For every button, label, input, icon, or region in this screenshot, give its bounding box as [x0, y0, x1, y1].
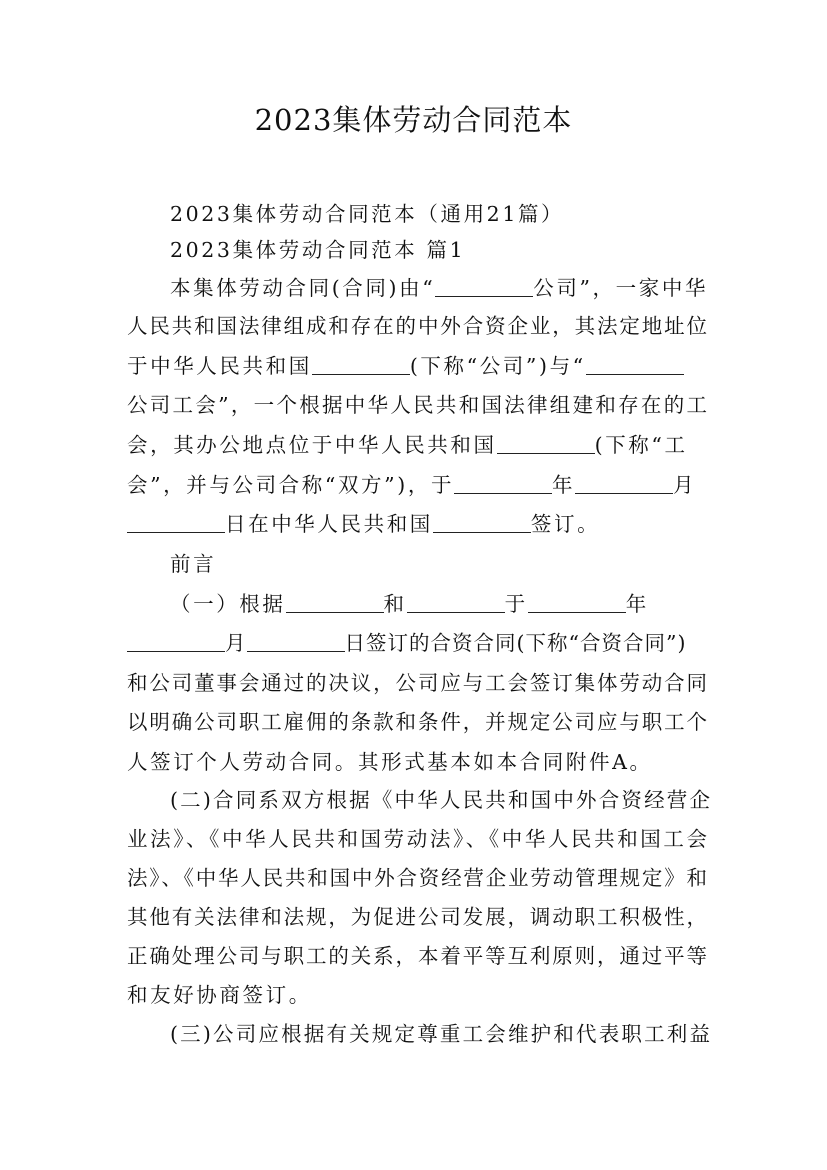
paragraph-line: 以明确公司职工雇佣的条款和条件，并规定公司应与职工个 [127, 710, 707, 734]
paragraph-line: 业法》、《中华人民共和国劳动法》、《中华人民共和国工会 [127, 827, 707, 851]
text-segment: 日在中华人民共和国 [225, 512, 433, 536]
paragraph-line [127, 506, 707, 542]
paragraph-line: 其他有关法律和法规，为促进公司发展，调动职工积极性， [127, 905, 707, 929]
document-title: 2023集体劳动合同范本 [254, 103, 573, 137]
contract-subtitle: 2023集体劳动合同范本（通用21篇） [170, 202, 565, 226]
fill-in-blank[interactable] [247, 629, 345, 652]
paragraph-line: 和友好协商签订。 [127, 983, 312, 1007]
paragraph-line [127, 348, 707, 384]
fill-in-blank[interactable] [575, 471, 673, 494]
text-segment: 月 [225, 631, 247, 655]
paragraph-line: 法》、《中华人民共和国中外合资经营企业劳动管理规定》和 [127, 866, 707, 890]
paragraph-line: 人民共和国法律组成和存在的中外合资企业，其法定地址位 [127, 314, 707, 338]
fill-in-blank[interactable] [454, 471, 552, 494]
paragraph-line: 公司工会”，一个根据中华人民共和国法律组建和存在的工 [127, 393, 707, 417]
text-segment: 年 [552, 473, 576, 497]
fill-in-blank[interactable] [586, 352, 684, 375]
fill-in-blank[interactable] [435, 274, 533, 297]
text-segment: (下称“工 [594, 433, 688, 457]
paragraph-line [170, 586, 710, 622]
section-heading: 前言 [170, 552, 217, 576]
text-segment: 会，其办公地点位于中华人民共和国 [127, 433, 497, 457]
text-segment: 公司”，一家中华 [533, 276, 709, 300]
text-segment: （一）根据 [170, 592, 286, 616]
paragraph-line: 和公司董事会通过的决议，公司应与工会签订集体劳动合同 [127, 671, 707, 695]
text-segment: 于中华人民共和国 [127, 354, 312, 378]
fill-in-blank[interactable] [433, 510, 531, 533]
paragraph-line [127, 625, 707, 661]
paragraph-line [127, 467, 707, 503]
paragraph-line [170, 270, 710, 306]
text-segment: 和 [383, 592, 407, 616]
text-segment: 签订。 [530, 512, 601, 536]
paragraph-line [127, 427, 707, 463]
fill-in-blank[interactable] [127, 510, 225, 533]
text-segment: 日签订的合资合同(下称“合资合同”) [344, 631, 687, 655]
section-heading: 2023集体劳动合同范本 篇1 [170, 238, 466, 262]
fill-in-blank[interactable] [407, 590, 505, 613]
paragraph-line: 正确处理公司与职工的关系，本着平等互利原则，通过平等 [127, 944, 707, 968]
text-segment: 月 [673, 473, 697, 497]
fill-in-blank[interactable] [528, 590, 626, 613]
text-segment: (下称“公司”)与“ [409, 354, 586, 378]
text-segment: 本集体劳动合同(合同)由“ [170, 276, 436, 300]
fill-in-blank[interactable] [286, 590, 384, 613]
paragraph-line: (三)公司应根据有关规定尊重工会维护和代表职工利益 [170, 1022, 710, 1046]
text-segment: 会”，并与公司合称“双方”)，于 [127, 473, 455, 497]
text-segment: 年 [625, 592, 649, 616]
paragraph-line: 人签订个人劳动合同。其形式基本如本合同附件A。 [127, 750, 653, 774]
text-segment: 于 [504, 592, 528, 616]
paragraph-line: (二)合同系双方根据《中华人民共和国中外合资经营企 [170, 788, 710, 812]
fill-in-blank[interactable] [312, 352, 410, 375]
fill-in-blank[interactable] [127, 629, 225, 652]
fill-in-blank[interactable] [497, 431, 595, 454]
